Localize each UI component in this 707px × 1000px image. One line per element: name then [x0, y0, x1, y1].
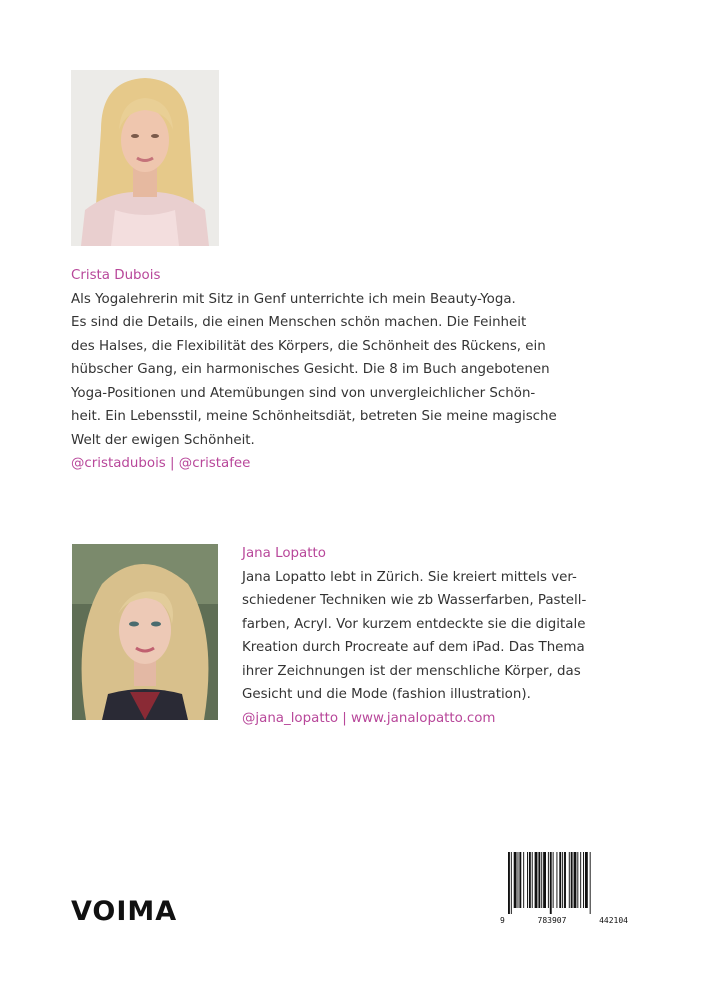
bio-line: Als Yogalehrerin mit Sitz in Genf unterrichte ich mein Beauty-Yoga.: [71, 291, 516, 307]
publisher-logo: VOIMA: [71, 896, 178, 927]
barcode-bar: [535, 852, 538, 908]
author-name: Crista Dubois: [71, 268, 161, 283]
barcode-bar: [543, 852, 546, 908]
author-photo-jana-lopatto: [72, 544, 218, 720]
barcode-bar: [569, 852, 570, 908]
barcode-bar: [508, 852, 510, 914]
isbn-barcode: [500, 852, 628, 930]
author-bio-jana-lopatto: [242, 542, 622, 730]
barcode-bar: [556, 852, 557, 908]
bio-line: farben, Acryl. Vor kurzem entdeckte sie die digitale: [242, 616, 586, 632]
bio-line: Yoga-Positionen und Atemübungen sind von unvergleichlicher Schön-: [71, 385, 536, 401]
barcode-bar: [580, 852, 581, 908]
bio-line: Gesicht und die Mode (fashion illustration).: [242, 687, 531, 702]
barcode-bar: [541, 852, 542, 908]
barcode-bar: [548, 852, 549, 908]
bio-line: heit. Ein Lebensstil, meine Schönheitsdiät, betreten Sie meine magische: [71, 409, 557, 424]
bio-line: Kreation durch Procreate auf dem iPad. Das Thema: [242, 640, 585, 655]
barcode-bar: [538, 852, 540, 908]
bio-line: schiedener Techniken wie zb Wasserfarben, Pastell-: [242, 593, 587, 608]
barcode-bar: [518, 852, 519, 908]
barcode-bar: [527, 852, 528, 908]
barcode-bar: [550, 852, 552, 914]
barcode-bar: [529, 852, 531, 908]
barcode-bars: [500, 852, 628, 914]
author-name: Jana Lopatto: [242, 546, 326, 561]
author-bio-crista-dubois: [71, 264, 611, 476]
bio-line: des Halses, die Flexibilität des Körpers, die Schönheit des Rückens, ein: [71, 338, 546, 354]
barcode-bar: [523, 852, 524, 908]
author-photo-crista-dubois: [71, 70, 219, 246]
author-social-links[interactable]: @jana_lopatto | www.janalopatto.com: [242, 710, 496, 726]
barcode-first-digit: 9: [500, 916, 505, 925]
barcode-bar: [574, 852, 577, 908]
barcode-bar: [571, 852, 573, 908]
bio-line: Welt der ewigen Schönheit.: [71, 432, 255, 448]
barcode-bar: [519, 852, 521, 908]
barcode-bar: [553, 852, 554, 908]
author-social-links[interactable]: @cristadubois | @cristafee: [71, 456, 251, 471]
barcode-bar: [514, 852, 517, 908]
barcode-bar: [511, 852, 512, 914]
barcode-bar: [532, 852, 533, 908]
barcode-bar: [559, 852, 561, 908]
bio-line: ihrer Zeichnungen ist der menschliche Körper, das: [242, 663, 581, 679]
barcode-bar: [583, 852, 584, 908]
barcode-bar: [562, 852, 563, 908]
barcode-bar: [585, 852, 588, 908]
barcode-group-2: 442104: [599, 916, 628, 925]
bio-line: Es sind die Details, die einen Menschen schön machen. Die Feinheit: [71, 315, 527, 330]
barcode-bar: [577, 852, 578, 908]
barcode-bar: [590, 852, 591, 914]
barcode-group-1: 783907: [537, 916, 567, 925]
bio-line: Jana Lopatto lebt in Zürich. Sie kreiert mittels ver-: [242, 569, 577, 585]
barcode-bar: [564, 852, 566, 908]
bio-line: hübscher Gang, ein harmonisches Gesicht. Die 8 im Buch angebotenen: [71, 362, 550, 377]
